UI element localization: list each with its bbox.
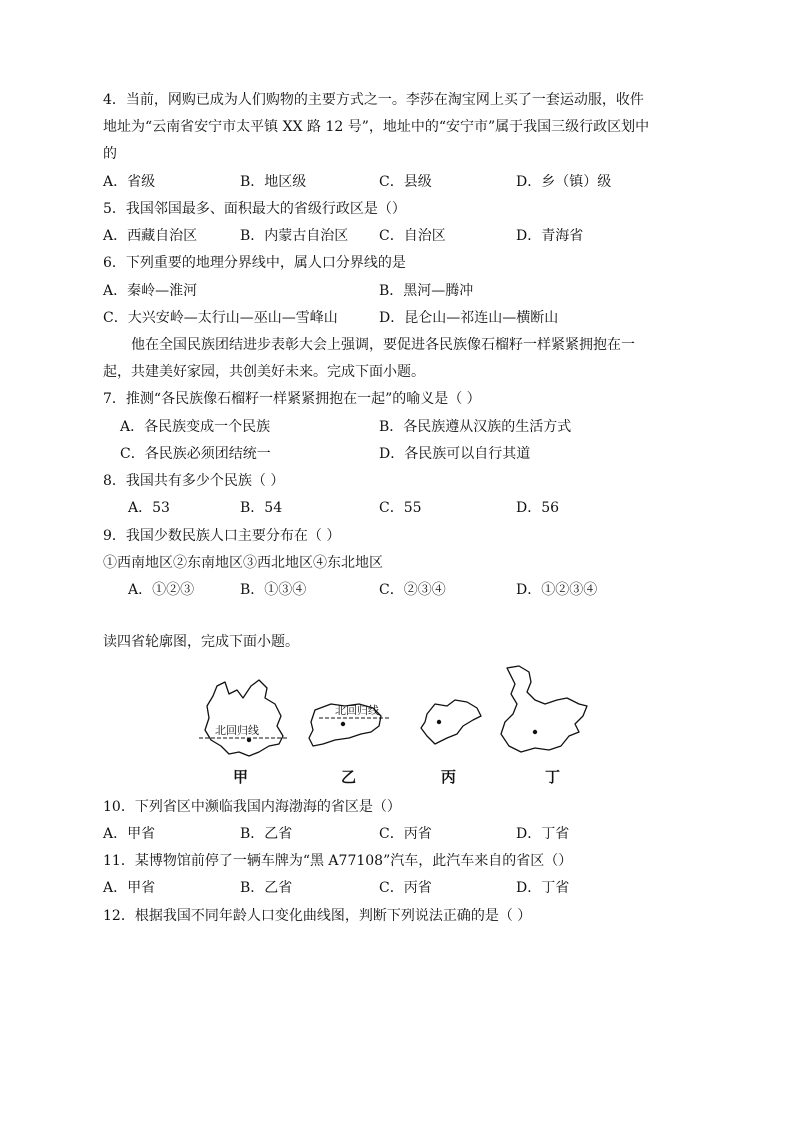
q4-stem-line1: 4．当前，网购已成为人们购物的主要方式之一。李莎在淘宝网上买了一套运动服，收件 — [103, 92, 644, 108]
q10-option-a[interactable]: A．甲省 — [103, 826, 156, 842]
q8-option-d[interactable]: D．56 — [516, 500, 560, 516]
q5-option-a[interactable]: A．西藏自治区 — [103, 228, 198, 244]
q5-option-b[interactable]: B．内蒙古自治区 — [240, 228, 349, 244]
q5-option-c[interactable]: C．自治区 — [379, 228, 446, 244]
q10-stem: 10．下列省区中濒临我国内海渤海的省区是（） — [103, 799, 401, 815]
q5-option-d[interactable]: D．青海省 — [516, 228, 584, 244]
q9-stem: 9．我国少数民族人口主要分布在（ ） — [103, 528, 341, 544]
q9-choices: ①西南地区②东南地区③西北地区④东北地区 — [103, 555, 383, 571]
q7-option-c[interactable]: C．各民族必须团结统一 — [120, 446, 271, 462]
q4-option-c[interactable]: C．县级 — [379, 174, 432, 190]
q11-option-d[interactable]: D．丁省 — [516, 880, 570, 896]
province-label-yi: 乙 — [341, 768, 357, 786]
q11-option-b[interactable]: B．乙省 — [240, 880, 293, 896]
q10-option-d[interactable]: D．丁省 — [516, 826, 570, 842]
q6-option-b[interactable]: B．黑河—腾冲 — [379, 283, 474, 299]
q8-option-c[interactable]: C．55 — [379, 500, 422, 516]
q8-stem: 8．我国共有多少个民族（ ） — [103, 473, 285, 489]
province-outline-figure — [195, 660, 595, 790]
q5-stem: 5．我国邻国最多、面积最大的省级行政区是（） — [103, 201, 406, 217]
q9-option-a[interactable]: A．①②③ — [128, 582, 195, 598]
tropic-label-jia: 北回归线 — [215, 724, 259, 737]
q9-option-b[interactable]: B．①③④ — [240, 582, 307, 598]
q10-option-c[interactable]: C．丙省 — [379, 826, 432, 842]
q12-stem: 12．根据我国不同年龄人口变化曲线图，判断下列说法正确的是（ ） — [103, 908, 532, 924]
province-label-ding: 丁 — [545, 768, 561, 786]
q4-stem-line3: 的 — [103, 146, 117, 162]
province-outline-svg — [195, 660, 595, 790]
q7-stem: 7．推测“各民族像石榴籽一样紧紧拥抱在一起”的喻义是（ ） — [103, 391, 481, 407]
q4-option-b[interactable]: B．地区级 — [240, 174, 307, 190]
province-jia-outline — [205, 680, 283, 756]
province-yi-capital-dot — [341, 722, 345, 726]
q7-option-a[interactable]: A．各民族变成一个民族 — [120, 419, 271, 435]
tropic-label-yi: 北回归线 — [335, 704, 379, 717]
province-label-bing: 丙 — [441, 768, 457, 786]
q8-option-b[interactable]: B．54 — [240, 500, 283, 516]
q9-option-d[interactable]: D．①②③④ — [516, 582, 598, 598]
passage-line2: 起，共建美好家园，共创美好未来。完成下面小题。 — [103, 364, 425, 380]
q10-option-b[interactable]: B．乙省 — [240, 826, 293, 842]
q6-option-d[interactable]: D．昆仑山—祁连山—横断山 — [379, 310, 559, 326]
q8-option-a[interactable]: A．53 — [128, 500, 170, 516]
province-bing-outline — [421, 700, 481, 744]
province-ding-capital-dot — [533, 730, 537, 734]
q4-option-d[interactable]: D．乡（镇）级 — [516, 174, 612, 190]
q4-stem-line2: 地址为“云南省安宁市太平镇 XX 路 12 号”，地址中的“安宁市”属于我国三级行政区划中 — [103, 119, 650, 135]
q11-stem: 11．某博物馆前停了一辆车牌为“黑 A77108”汽车，此汽车来自的省区（） — [103, 853, 573, 869]
q11-option-a[interactable]: A．甲省 — [103, 880, 156, 896]
province-label-jia: 甲 — [233, 768, 249, 786]
q9-option-c[interactable]: C．②③④ — [379, 582, 446, 598]
q7-option-d[interactable]: D．各民族可以自行其道 — [379, 446, 531, 462]
q6-option-c[interactable]: C．大兴安岭—太行山—巫山—雪峰山 — [103, 310, 338, 326]
q6-option-a[interactable]: A．秦岭—淮河 — [103, 283, 198, 299]
q11-option-c[interactable]: C．丙省 — [379, 880, 432, 896]
q7-option-b[interactable]: B．各民族遵从汉族的生活方式 — [379, 419, 572, 435]
map-intro: 读四省轮廓图，完成下面小题。 — [103, 634, 299, 650]
province-bing-capital-dot — [437, 720, 441, 724]
q4-option-a[interactable]: A．省级 — [103, 174, 156, 190]
q6-stem: 6．下列重要的地理分界线中，属人口分界线的是 — [103, 255, 406, 271]
province-ding-outline — [501, 666, 587, 752]
passage-line1: 他在全国民族团结进步表彰大会上强调，要促进各民族像石榴籽一样紧紧拥抱在一 — [131, 337, 635, 353]
